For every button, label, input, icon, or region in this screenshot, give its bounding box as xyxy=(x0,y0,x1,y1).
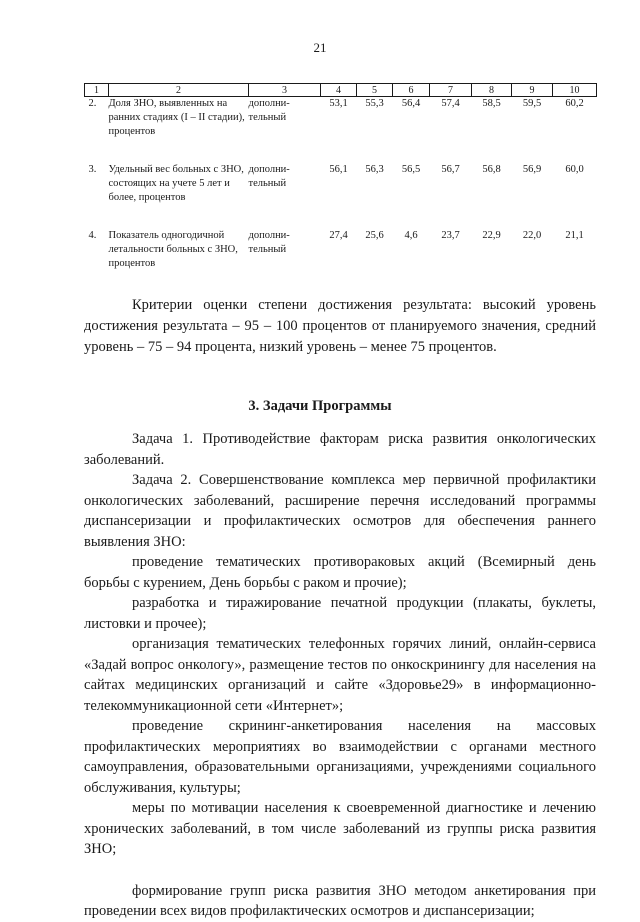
value-cell: 56,3 xyxy=(365,164,384,175)
task-2-paragraph: Задача 2. Совершенствование комплекса мер первичной профилактики онкологических заболеваний, расширение перечня исследований программы диспансеризации и профилактических осмотров для обеспечения раннего выявления ЗНО: xyxy=(84,472,596,550)
value-cell: 22,0 xyxy=(522,230,542,241)
page-number: 21 xyxy=(313,40,327,55)
criteria-paragraph: Критерии оценки степени достижения результата: высокий уровень достижения результата – 95 – 100 процентов от планируемого значения, средний уровень – 75 – 94 процента, низкий уровень – менее 75 процентов. xyxy=(84,297,596,355)
value-cell: 60,0 xyxy=(565,164,584,175)
value-cell: 23,7 xyxy=(441,230,460,241)
indicator-name: Показатель одногодичной летальности больных с ЗНО, процентов xyxy=(108,230,238,269)
header-cell: 2 xyxy=(109,84,249,97)
header-cell: 9 xyxy=(512,84,553,97)
header-cell: 3 xyxy=(249,84,321,97)
indicator-type: дополни-тельный xyxy=(248,164,290,189)
value-cell: 56,1 xyxy=(329,164,348,175)
value-cell: 25,6 xyxy=(365,230,384,241)
criteria-block xyxy=(84,295,596,358)
value-cell: 56,5 xyxy=(401,164,421,175)
section-heading: 3. Задачи Программы xyxy=(248,398,392,414)
row-number: 3. xyxy=(88,164,97,175)
task-item: меры по мотивации населения к своевременной диагностике и лечению хронических заболеваний, в том числе заболеваний из группы риска развития ЗНО; xyxy=(84,800,596,857)
task-item: формирование групп риска развития ЗНО методом анкетирования при проведении всех видов профилактических осмотров и диспансеризации; xyxy=(84,882,596,919)
header-cell: 7 xyxy=(430,84,472,97)
value-cell: 58,5 xyxy=(482,98,501,109)
indicator-type: дополни-тельный xyxy=(248,98,290,123)
task-item: проведение скрининг-анкетирования населения на массовых профилактических мероприятиях во взаимодействии с органами местного самоуправления, образовательными организациями, учреждениями социального обслуживания, культуры; xyxy=(84,718,596,796)
table-header-row xyxy=(85,84,597,97)
value-cell: 56,9 xyxy=(522,164,542,175)
value-cell: 57,4 xyxy=(441,98,460,109)
indicator-type: дополни-тельный xyxy=(248,230,290,255)
value-cell: 27,4 xyxy=(329,230,348,241)
header-cell: 6 xyxy=(393,84,430,97)
table-row xyxy=(85,163,597,229)
indicator-name: Удельный вес больных с ЗНО, состоящих на учете 5 лет и более, процентов xyxy=(108,164,244,203)
value-cell: 56,8 xyxy=(482,164,501,175)
header-cell: 10 xyxy=(553,84,597,97)
table-row xyxy=(85,229,597,295)
task-1-paragraph: Задача 1. Противодействие факторам риска развития онкологических заболеваний. xyxy=(84,431,596,468)
value-cell: 4,6 xyxy=(404,230,418,241)
value-cell: 59,5 xyxy=(522,98,542,109)
value-cell: 56,7 xyxy=(441,164,460,175)
value-cell: 22,9 xyxy=(482,230,501,241)
value-cell: 55,3 xyxy=(365,98,384,109)
task-item: разработка и тиражирование печатной продукции (плакаты, буклеты, листовки и прочее); xyxy=(84,595,596,632)
header-cell: 8 xyxy=(472,84,512,97)
row-number: 2. xyxy=(88,98,97,109)
indicator-name: Доля ЗНО, выявленных на ранних стадиях (I – II стадии), процентов xyxy=(108,98,245,137)
value-cell: 21,1 xyxy=(565,230,584,241)
row-number: 4. xyxy=(88,230,97,241)
tasks-block xyxy=(84,429,596,922)
indicators-table xyxy=(84,83,597,295)
value-cell: 56,4 xyxy=(401,98,421,109)
header-cell: 5 xyxy=(357,84,393,97)
task-item: организация тематических телефонных горячих линий, онлайн-сервиса «Задай вопрос онкологу», размещение тестов по онкоскринингу для населения на сайтах медицинских организаций и сайте «Здоровье29» в информационно-телекоммуникационной сети «Интернет»; xyxy=(84,636,596,714)
task-item: проведение тематических противораковых акций (Всемирный день борьбы с курением, День борьбы с раком и прочие); xyxy=(84,554,596,591)
table-row xyxy=(85,97,597,164)
value-cell: 60,2 xyxy=(565,98,584,109)
value-cell: 53,1 xyxy=(329,98,348,109)
header-cell: 4 xyxy=(321,84,357,97)
header-cell: 1 xyxy=(85,84,109,97)
